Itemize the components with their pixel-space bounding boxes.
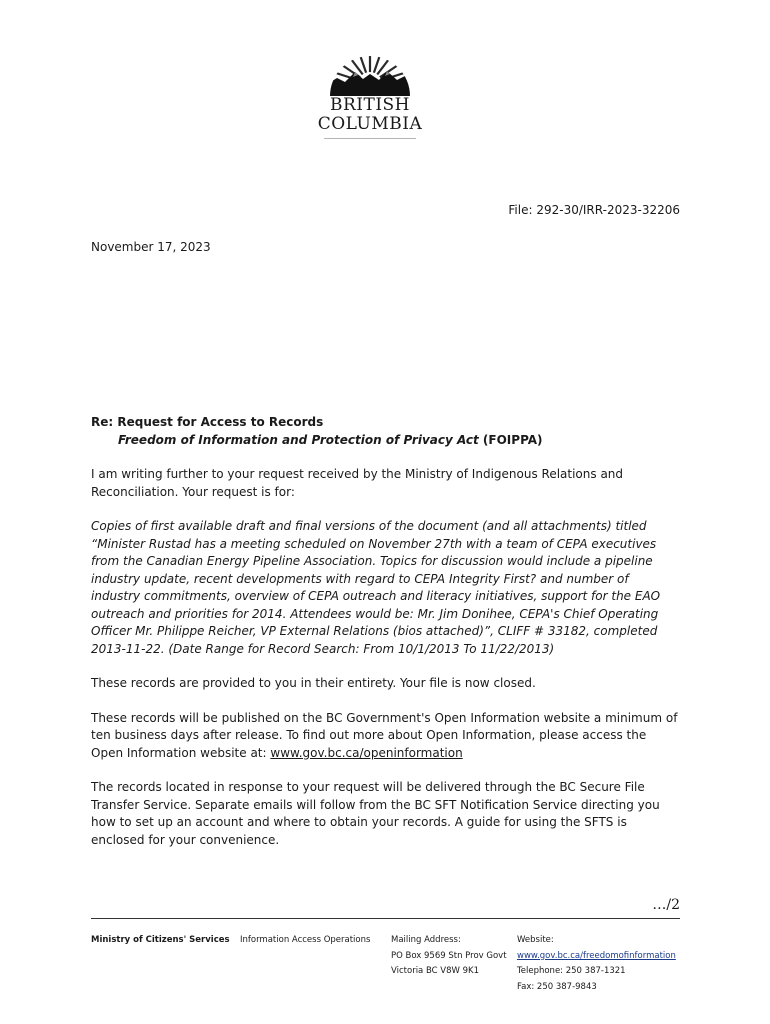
logo-text-columbia: COLUMBIA	[317, 114, 423, 134]
sunset-mountains-icon	[327, 44, 413, 96]
telephone: Telephone: 250 387-1321	[517, 966, 626, 976]
intro-paragraph: I am writing further to your request received by the Ministry of Indigenous Relations and Reconciliation. Your request is for:	[91, 467, 624, 499]
office-name: Information Access Operations	[240, 935, 371, 945]
footer-website	[517, 933, 676, 995]
foi-website-link[interactable]: www.gov.bc.ca/freedomofinformation	[517, 950, 676, 961]
mailing-line-1: PO Box 9569 Stn Prov Govt	[391, 950, 507, 961]
open-information-link[interactable]: www.gov.bc.ca/openinformation	[270, 745, 463, 760]
footer-divider	[91, 918, 680, 919]
re-subject: Re: Request for Access to Records	[91, 415, 324, 429]
publish-paragraph	[91, 710, 681, 763]
mailing-label: Mailing Address:	[391, 935, 461, 945]
letter-date: November 17, 2023	[91, 240, 211, 254]
letter-body	[91, 414, 681, 849]
act-acronym: (FOIPPA)	[478, 432, 543, 447]
logo-divider	[324, 138, 416, 139]
file-reference: File: 292-30/IRR-2023-32206	[508, 203, 680, 217]
footer-ministry	[91, 933, 230, 949]
sfts-paragraph: The records located in response to your request will be delivered through the BC Secure File Transfer Service. Separate emails will follow from the BC SFT Notification Service directing you how to set up an account and where to obtain your records. A guide for using the SFTS is enclosed for your convenience.	[91, 780, 660, 847]
page-number: …/2	[652, 897, 680, 913]
bc-logo	[310, 44, 430, 139]
footer-mailing	[391, 933, 507, 980]
publish-text: These records will be published on the BC Government's Open Information website a minimum of ten business days after release. To find out more about Open Information, please access the Open Information website at:	[91, 710, 678, 760]
entirety-paragraph: These records are provided to you in their entirety. Your file is now closed.	[91, 676, 536, 690]
request-paragraph: Copies of first available draft and final versions of the document (and all attachments) titled “Minister Rustad has a meeting scheduled on November 27th with a team of CEPA executives from the Canadian Energy Pipeline Association. Topics for discussion would include a pipeline industry update, recent developments with regard to CEPA Integrity First? and number of industry commitments, overview of CEPA outreach and literacy initiatives, support for the EAO outreach and priorities for 2014. Attendees would be: Mr. Jim Donihee, CEPA's Chief Operating Officer Mr. Philippe Reicher, VP External Relations (bios attached)”, CLIFF # 33182, completed 2013-11-22. (Date Range for Record Search: From 10/1/2013 To 11/22/2013)	[91, 519, 661, 656]
fax: Fax: 250 387-9843	[517, 981, 597, 992]
act-name: Freedom of Information and Protection of Privacy Act	[118, 432, 479, 447]
website-label: Website:	[517, 935, 554, 945]
ministry-name: Ministry of Citizens' Services	[91, 935, 230, 945]
logo-text-british: BRITISH	[329, 95, 411, 115]
act-title	[91, 432, 681, 450]
footer-office	[240, 933, 370, 949]
mailing-line-2: Victoria BC V8W 9K1	[391, 966, 480, 976]
